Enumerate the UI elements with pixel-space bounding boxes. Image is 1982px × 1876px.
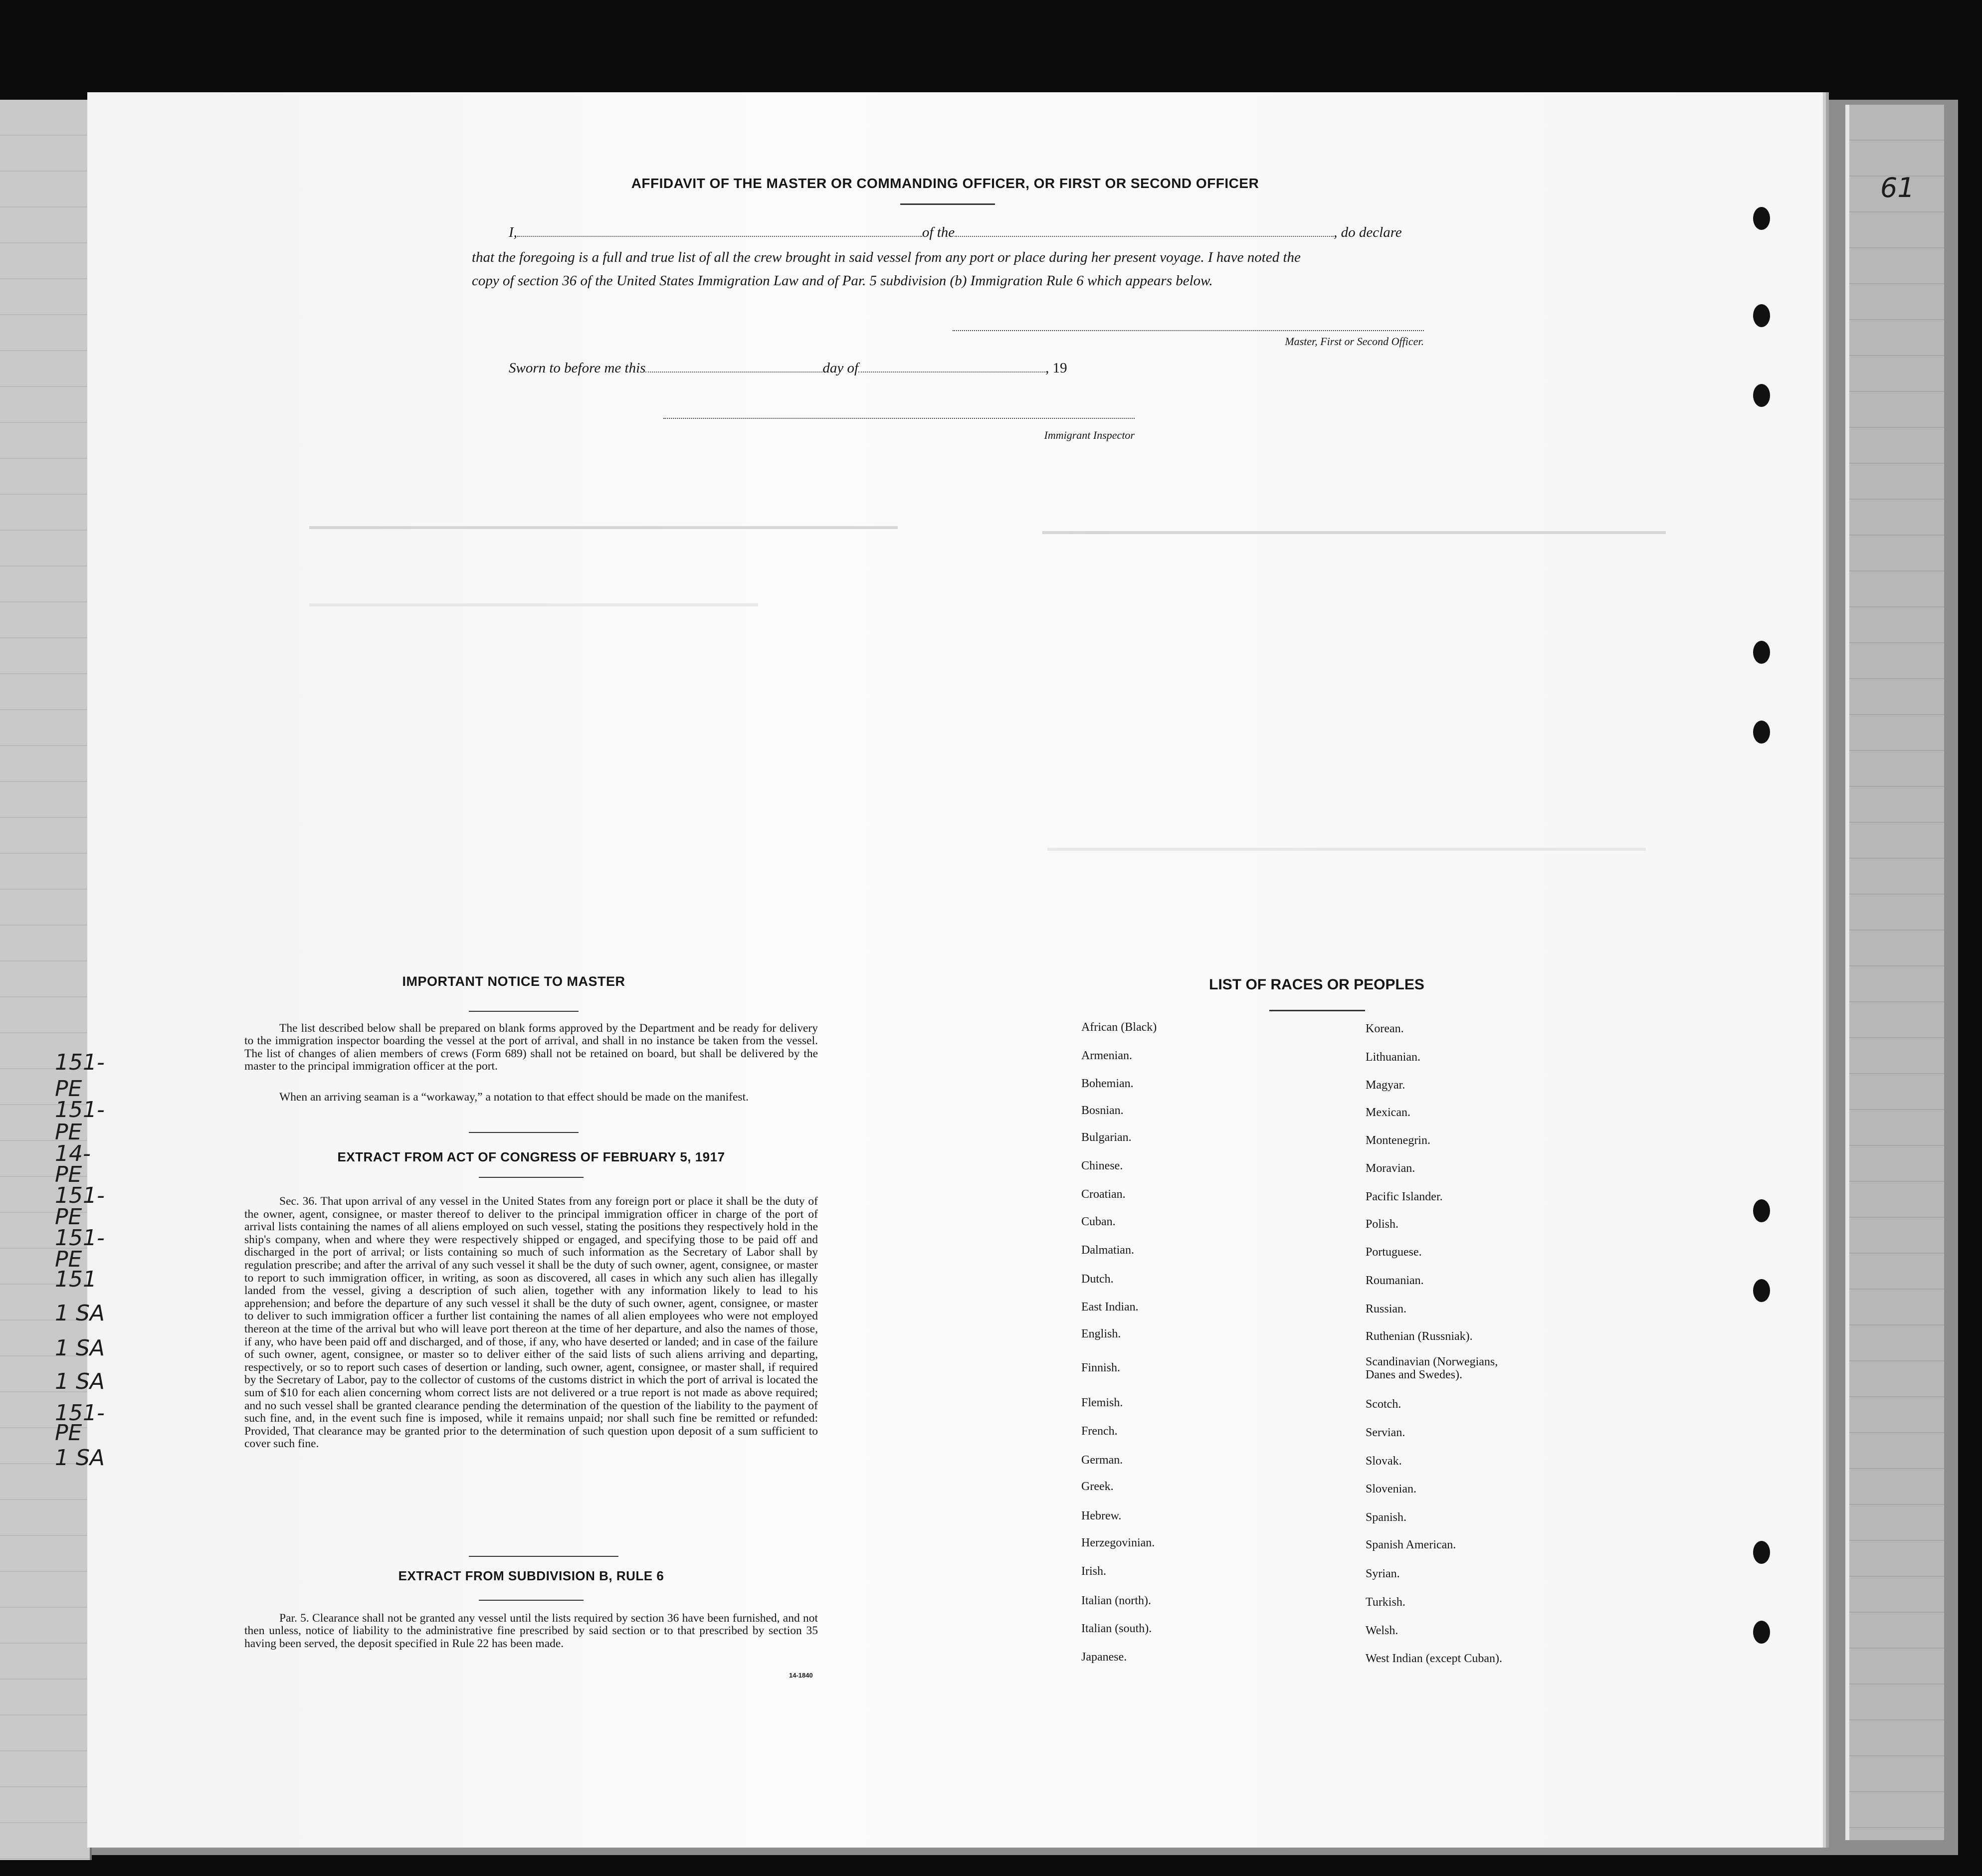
race-item: Spanish American. [1366,1538,1456,1551]
race-item: Hebrew. [1081,1509,1122,1522]
sworn-line [509,360,1067,376]
race-item: German. [1081,1454,1123,1467]
race-item: Bohemian. [1081,1077,1134,1090]
race-item: West Indian (except Cuban). [1366,1652,1502,1665]
sworn-label: Sworn to before me this [509,360,646,376]
extract-rule-text: Par. 5. Clearance shall not be granted any vessel until the lists required by section 36 have been furnished, and not then unless, notice of liability to the administrative fine prescribed by said section or to that prescribed by section 35 having been served, the deposit specified in Rule 22 has been made. [244,1612,818,1650]
extract-rule-underline [479,1600,584,1601]
bleed-through-line [309,526,898,529]
margin-note: 151- [55,1050,105,1075]
affidavit-of-the-label: of the [922,224,955,240]
race-item: Croatian. [1081,1188,1126,1201]
race-item: Japanese. [1081,1651,1127,1664]
extract-act-underline [479,1177,584,1178]
right-ledger-edge [1845,105,1944,1840]
race-item: Flemish. [1081,1396,1123,1409]
notice-paragraph-2: When an arriving seaman is a “workaway,” a notation to that effect should be made on the manifest. [279,1091,749,1104]
day-blank [645,370,822,373]
margin-note: PE [55,1162,82,1187]
race-item: Pacific Islander. [1366,1190,1443,1203]
margin-note: PE [55,1076,82,1102]
punch-hole [1753,1199,1770,1222]
race-item: Greek. [1081,1480,1114,1493]
race-item: English. [1081,1327,1121,1340]
race-item: Herzegovinian. [1081,1536,1155,1549]
race-item: Turkish. [1366,1596,1405,1609]
race-item: Spanish. [1366,1511,1407,1524]
race-item: Magyar. [1366,1079,1405,1092]
race-item: Lithuanian. [1366,1051,1420,1064]
race-item: Armenian. [1081,1049,1132,1062]
margin-note: PE [55,1420,82,1446]
section-divider [469,1132,579,1133]
affidavit-line-3: copy of section 36 of the United States Immigration Law and of Par. 5 subdivision (b) Immigration Rule 6 which appears below. [472,273,1213,289]
inspector-signature-line [663,418,1135,419]
punch-hole [1753,384,1770,407]
page-number-note: 61 [1880,172,1915,203]
name-blank [517,234,922,237]
bleed-through-line [1047,848,1646,851]
margin-note: PE [55,1204,82,1230]
race-item: Bosnian. [1081,1104,1124,1117]
race-item: Korean. [1366,1022,1404,1035]
race-item: East Indian. [1081,1301,1139,1313]
race-item: Portuguese. [1366,1246,1422,1259]
affidavit-line-2: that the foregoing is a full and true list of all the crew brought in said vessel from any port or place during her present voyage. I have noted the [472,249,1301,265]
race-item: Dalmatian. [1081,1244,1134,1257]
punch-hole [1753,207,1770,230]
race-item: Syrian. [1366,1567,1400,1580]
officer-signature-caption: Master, First or Second Officer. [1285,335,1424,348]
extract-rule-title: EXTRACT FROM SUBDIVISION B, RULE 6 [398,1568,664,1583]
bleed-through-line [1042,531,1666,534]
punch-hole [1753,1621,1770,1644]
race-item: Polish. [1366,1218,1399,1231]
section-divider [469,1556,618,1557]
races-title: LIST OF RACES OR PEOPLES [1209,976,1424,993]
race-item: Ruthenian (Russniak). [1366,1330,1473,1343]
race-item: Chinese. [1081,1159,1123,1172]
race-item: Finnish. [1081,1361,1121,1374]
race-item: Welsh. [1366,1624,1398,1637]
form-number: 14-1840 [789,1672,813,1679]
margin-note: 1 SA [55,1369,105,1394]
race-item: French. [1081,1425,1118,1438]
left-ledger-edge [0,100,92,1860]
race-item: Moravian. [1366,1162,1415,1175]
affidavit-declaration-line [509,224,1402,241]
race-item: Russian. [1366,1303,1407,1315]
extract-act-text: Sec. 36. That upon arrival of any vessel in the United States from any foreign port or place it shall be the duty of the owner, agent, consignee, or master thereof to deliver to the principal immigration officer in charge of the port of arrival lists containing the names of all aliens employed on such vessel, stating the positions they respectively hold in the ship's company, when and where they were respectively shipped or engaged, and specifying those to be paid off and discharged in the port of arrival; or lists containing so much of such information as the Secretary of Labor shall by regulation prescribe; and after the arrival of any such vessel it shall be the duty of such owner, agent, consignee, or master to report to such immigration officer, in writing, as soon as discovered, all cases in which any such alien has illegally landed from the vessel, giving a description of such alien, together with any information likely to lead to his apprehension; and before the departure of any such vessel it shall be the duty of such owner, agent, consignee, or master to deliver to such immigration officer a further list containing the names of all alien employees who were not employed thereon at the time of the arrival but who will leave port thereon at the time of her departure, and also the names of those, if any, who have been paid off and discharged, and of those, if any, who have deserted or landed; and in case of the failure of such owner, agent, consignee, or master so to deliver either of the said lists of such aliens arriving and departing, respectively, or so to report such cases of desertion or landing, such owner, agent, consignee, or master shall, if required by the Secretary of Labor, pay to the collector of customs of the customs district in which the port of arrival is located the sum of $10 for each alien concerning whom correct lists are not delivered or a true report is not made as above required; and no such vessel shall be granted clearance pending the determination of the question of the liability to the payment of such fine, and, in the event such fine is imposed, while it remains unpaid; nor shall such fine be remitted or refunded: Provided, That clearance may be granted prior to the determination of such question upon deposit of a sum sufficient to cover such fine. [244,1195,818,1451]
margin-note: 1 SA [55,1445,105,1471]
officer-signature-line [953,330,1424,331]
notice-title-underline [469,1011,579,1012]
race-item: Scotch. [1366,1398,1401,1411]
margin-note: 151- [55,1097,105,1123]
margin-note: PE [55,1247,82,1272]
margin-note: 151- [55,1400,105,1426]
race-item: Mexican. [1366,1106,1410,1119]
margin-note: 1 SA [55,1335,105,1361]
race-item: Dutch. [1081,1273,1114,1286]
notice-paragraph-1: The list described below shall be prepared on blank forms approved by the Department and be ready for delivery to the immigration inspector boarding the vessel at the port of arrival, and shall in no instance be taken from the vessel. The list of changes of alien members of crews (Form 689) shall not be retained on board, but shall be delivered by the master to the principal immigration officer at the port. [244,1022,818,1073]
title-underline [900,203,995,205]
notice-title: IMPORTANT NOTICE TO MASTER [402,974,625,989]
margin-note: 14- [55,1141,91,1166]
inspector-signature-caption: Immigrant Inspector [1044,429,1135,441]
punch-hole [1753,641,1770,664]
race-item: Slovak. [1366,1455,1402,1468]
punch-hole [1753,1541,1770,1564]
affidavit-i-label: I, [509,224,517,240]
race-item: Servian. [1366,1426,1405,1439]
race-item: Italian (north). [1081,1594,1151,1607]
year-label: , 19 [1045,360,1067,376]
race-item: Cuban. [1081,1215,1116,1228]
margin-note: 151 [55,1267,97,1292]
bleed-through-line [309,603,758,606]
punch-hole [1753,1279,1770,1302]
race-item: Bulgarian. [1081,1131,1132,1144]
manifest-page [87,92,1823,1848]
race-item: Scandinavian (Norwegians, Danes and Swedes). [1366,1355,1498,1381]
margin-note: 151- [55,1225,105,1251]
affidavit-title: AFFIDAVIT OF THE MASTER OR COMMANDING OFFICER, OR FIRST OR SECOND OFFICER [631,176,1259,191]
races-title-underline [1269,1010,1365,1011]
month-blank [858,370,1045,373]
punch-hole [1753,304,1770,327]
race-item: Montenegrin. [1366,1134,1430,1147]
race-item: Irish. [1081,1565,1106,1578]
race-item: Roumanian. [1366,1274,1424,1287]
race-item: Slovenian. [1366,1483,1416,1496]
affidavit-declare-label: , do declare [1334,224,1402,240]
margin-note: 1 SA [55,1301,105,1326]
margin-note: 151- [55,1183,105,1208]
punch-hole [1753,721,1770,744]
race-item: African (Black) [1081,1021,1157,1034]
day-of-label: day of [822,360,859,376]
extract-act-title: EXTRACT FROM ACT OF CONGRESS OF FEBRUARY 5, 1917 [337,1149,725,1164]
margin-note: PE [55,1120,82,1145]
vessel-blank [955,234,1334,237]
race-item: Italian (south). [1081,1622,1152,1635]
